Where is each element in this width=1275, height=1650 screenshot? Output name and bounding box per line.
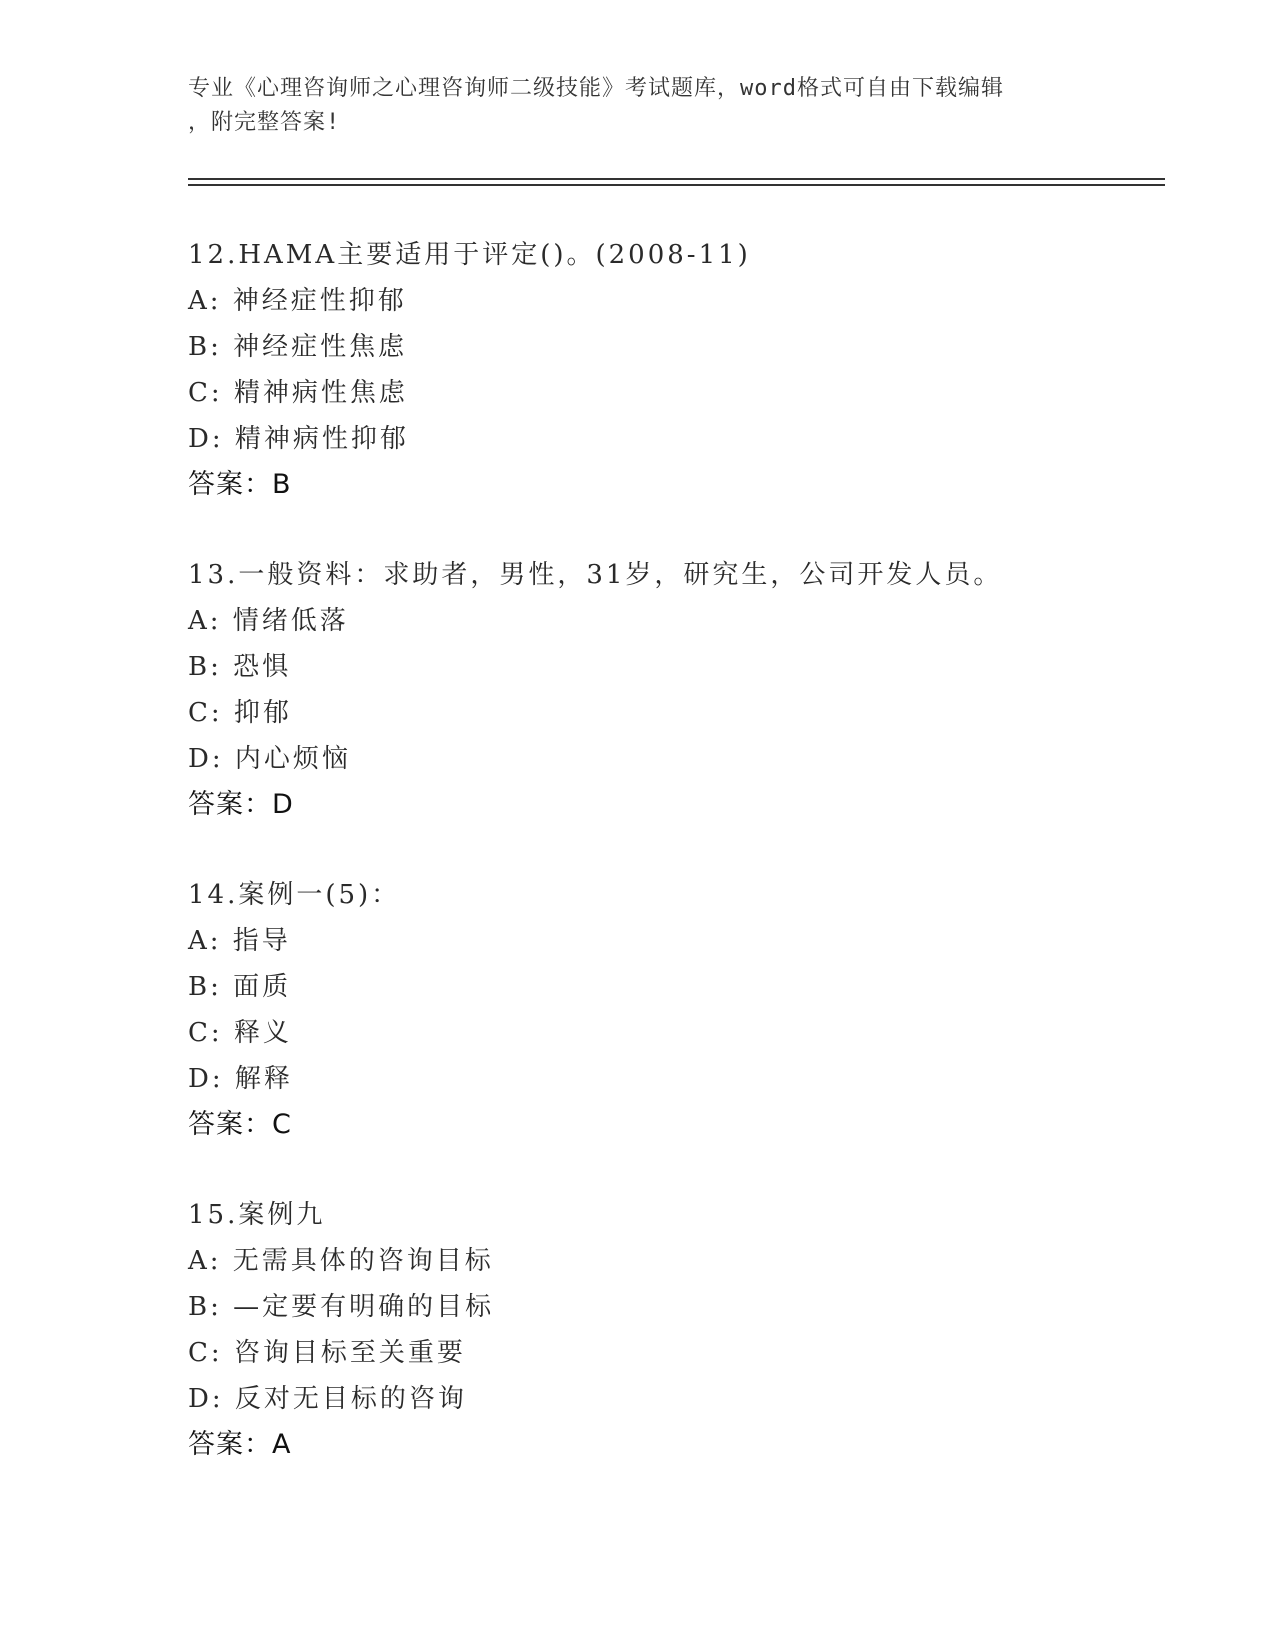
option-a: A: 神经症性抑郁	[188, 286, 407, 316]
option-b: B: —定要有明确的目标	[188, 1292, 495, 1322]
option-b: B: 神经症性焦虑	[188, 332, 408, 362]
option-c: C: 精神病性焦虑	[188, 378, 408, 408]
option-c: C: 抑郁	[188, 698, 292, 728]
option-d: D: 内心烦恼	[188, 744, 351, 774]
option-c: C: 咨询目标至关重要	[188, 1338, 466, 1368]
header-line-1: 专业《心理咨询师之心理咨询师二级技能》考试题库，word格式可自由下载编辑	[188, 76, 1004, 101]
question-14	[188, 872, 1168, 1148]
option-d: D: 解释	[188, 1064, 293, 1094]
question-12	[188, 232, 1168, 508]
header-line-2: ，附完整答案!	[188, 110, 341, 135]
option-b: B: 面质	[188, 972, 292, 1002]
answer: 答案：A	[188, 1429, 292, 1460]
option-a: A: 无需具体的咨询目标	[188, 1246, 494, 1276]
option-c: C: 释义	[188, 1018, 292, 1048]
question-title: 14.案例一(5)：	[188, 880, 401, 910]
document-header	[188, 72, 1088, 140]
option-a: A: 情绪低落	[188, 606, 349, 636]
option-d: D: 反对无目标的咨询	[188, 1384, 467, 1414]
question-title: 12.HAMA主要适用于评定()。(2008-11)	[188, 240, 751, 270]
answer: 答案：B	[188, 469, 292, 500]
option-b: B: 恐惧	[188, 652, 292, 682]
option-a: A: 指导	[188, 926, 291, 956]
question-title: 13.一般资料：求助者，男性，31岁，研究生，公司开发人员。	[188, 560, 1003, 590]
answer: 答案：D	[188, 789, 294, 820]
question-title: 15.案例九	[188, 1200, 326, 1230]
answer: 答案：C	[188, 1109, 292, 1140]
header-divider-top	[188, 178, 1165, 180]
option-d: D: 精神病性抑郁	[188, 424, 409, 454]
question-15	[188, 1192, 1168, 1468]
question-13	[188, 552, 1168, 828]
header-divider-bottom	[188, 184, 1165, 186]
